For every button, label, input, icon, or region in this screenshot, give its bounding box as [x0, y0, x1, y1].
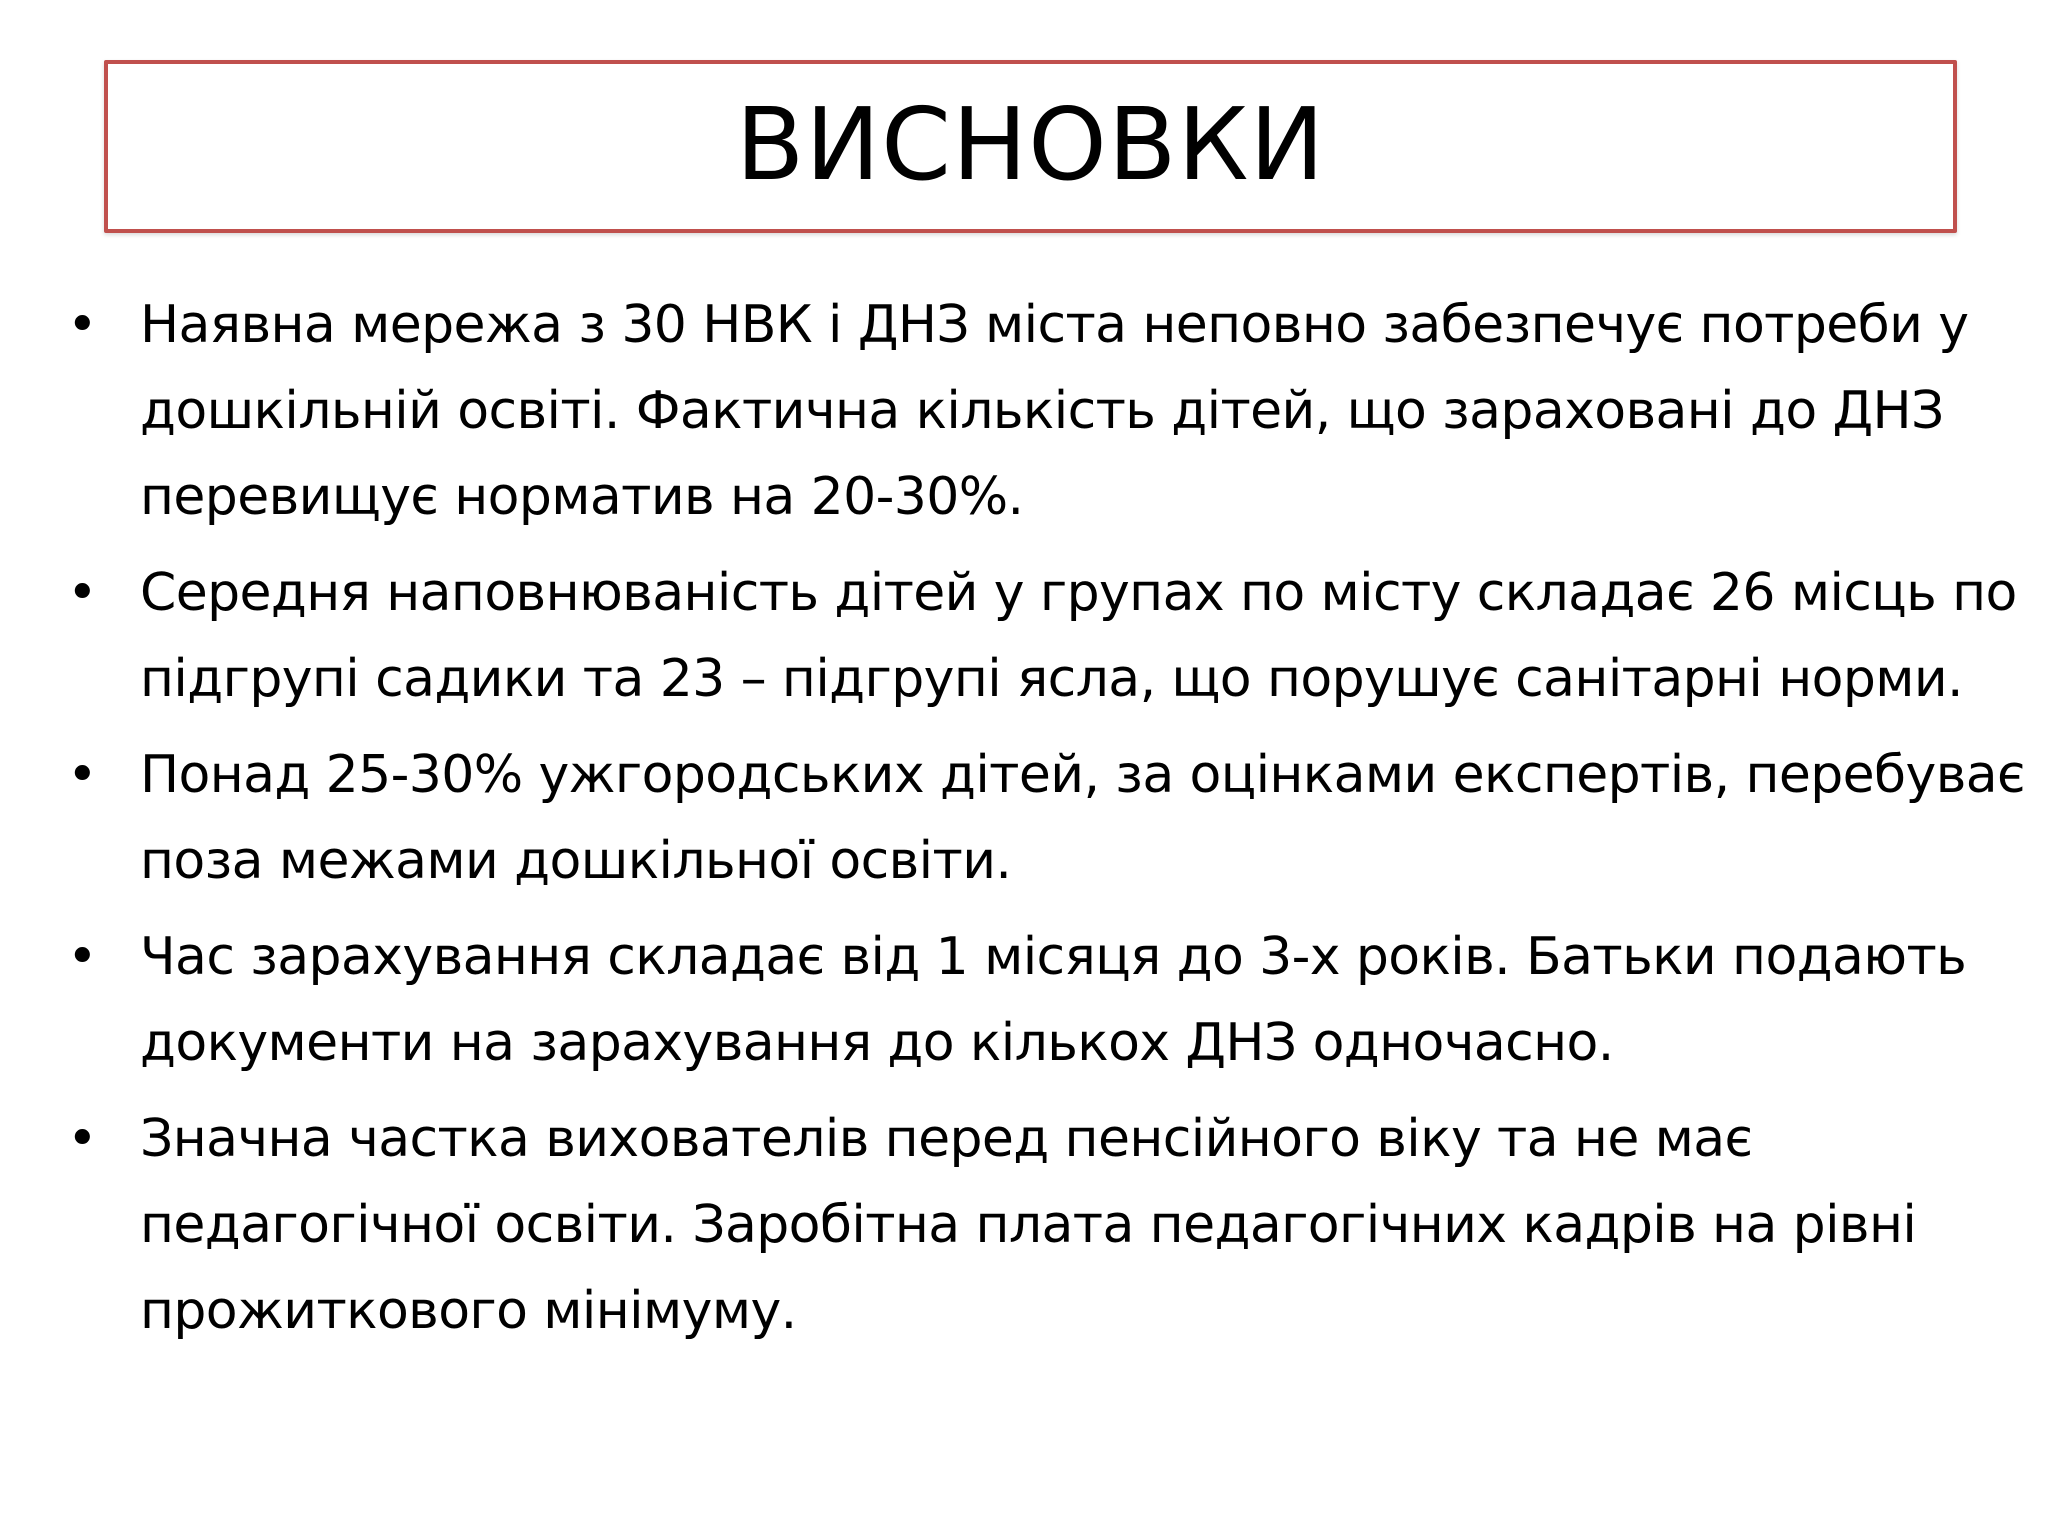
bullet-text: Значна частка вихователів перед пенсійного віку та не має педагогічної освіти. Заробітна плата педагогічних кадрів на рівні прожиткового мінімуму.: [140, 1109, 1917, 1341]
bullet-icon: •: [66, 745, 98, 805]
bullet-text: Понад 25-30% ужгородських дітей, за оцінками експертів, перебуває поза межами дошкільної освіти.: [140, 745, 2025, 891]
title-box: [104, 60, 1957, 233]
bullet-item: [58, 282, 2018, 540]
bullet-text: Наявна мережа з 30 НВК і ДНЗ міста неповно забезпечує потреби у дошкільній освіті. Фактична кількість дітей, що зараховані до ДНЗ перевищує норматив на 20-30%.: [140, 295, 1969, 527]
bullet-list: [58, 282, 2025, 1364]
bullet-icon: •: [66, 1109, 98, 1169]
bullet-icon: •: [66, 295, 98, 355]
bullet-icon: •: [66, 563, 98, 623]
bullet-item: [58, 1096, 2018, 1354]
bullet-item: [58, 550, 2018, 722]
bullet-text: Середня наповнюваність дітей у групах по місту складає 26 місць по підгрупі садики та 23 – підгрупі ясла, що порушує санітарні норми.: [140, 563, 2017, 709]
bullet-text: Час зарахування складає від 1 місяця до 3-х років. Батьки подають документи на зарахування до кількох ДНЗ одночасно.: [140, 927, 1967, 1073]
bullet-icon: •: [66, 927, 98, 987]
bullet-item: [58, 732, 2025, 904]
slide-title: ВИСНОВКИ: [735, 85, 1326, 203]
bullet-item: [58, 914, 2018, 1086]
